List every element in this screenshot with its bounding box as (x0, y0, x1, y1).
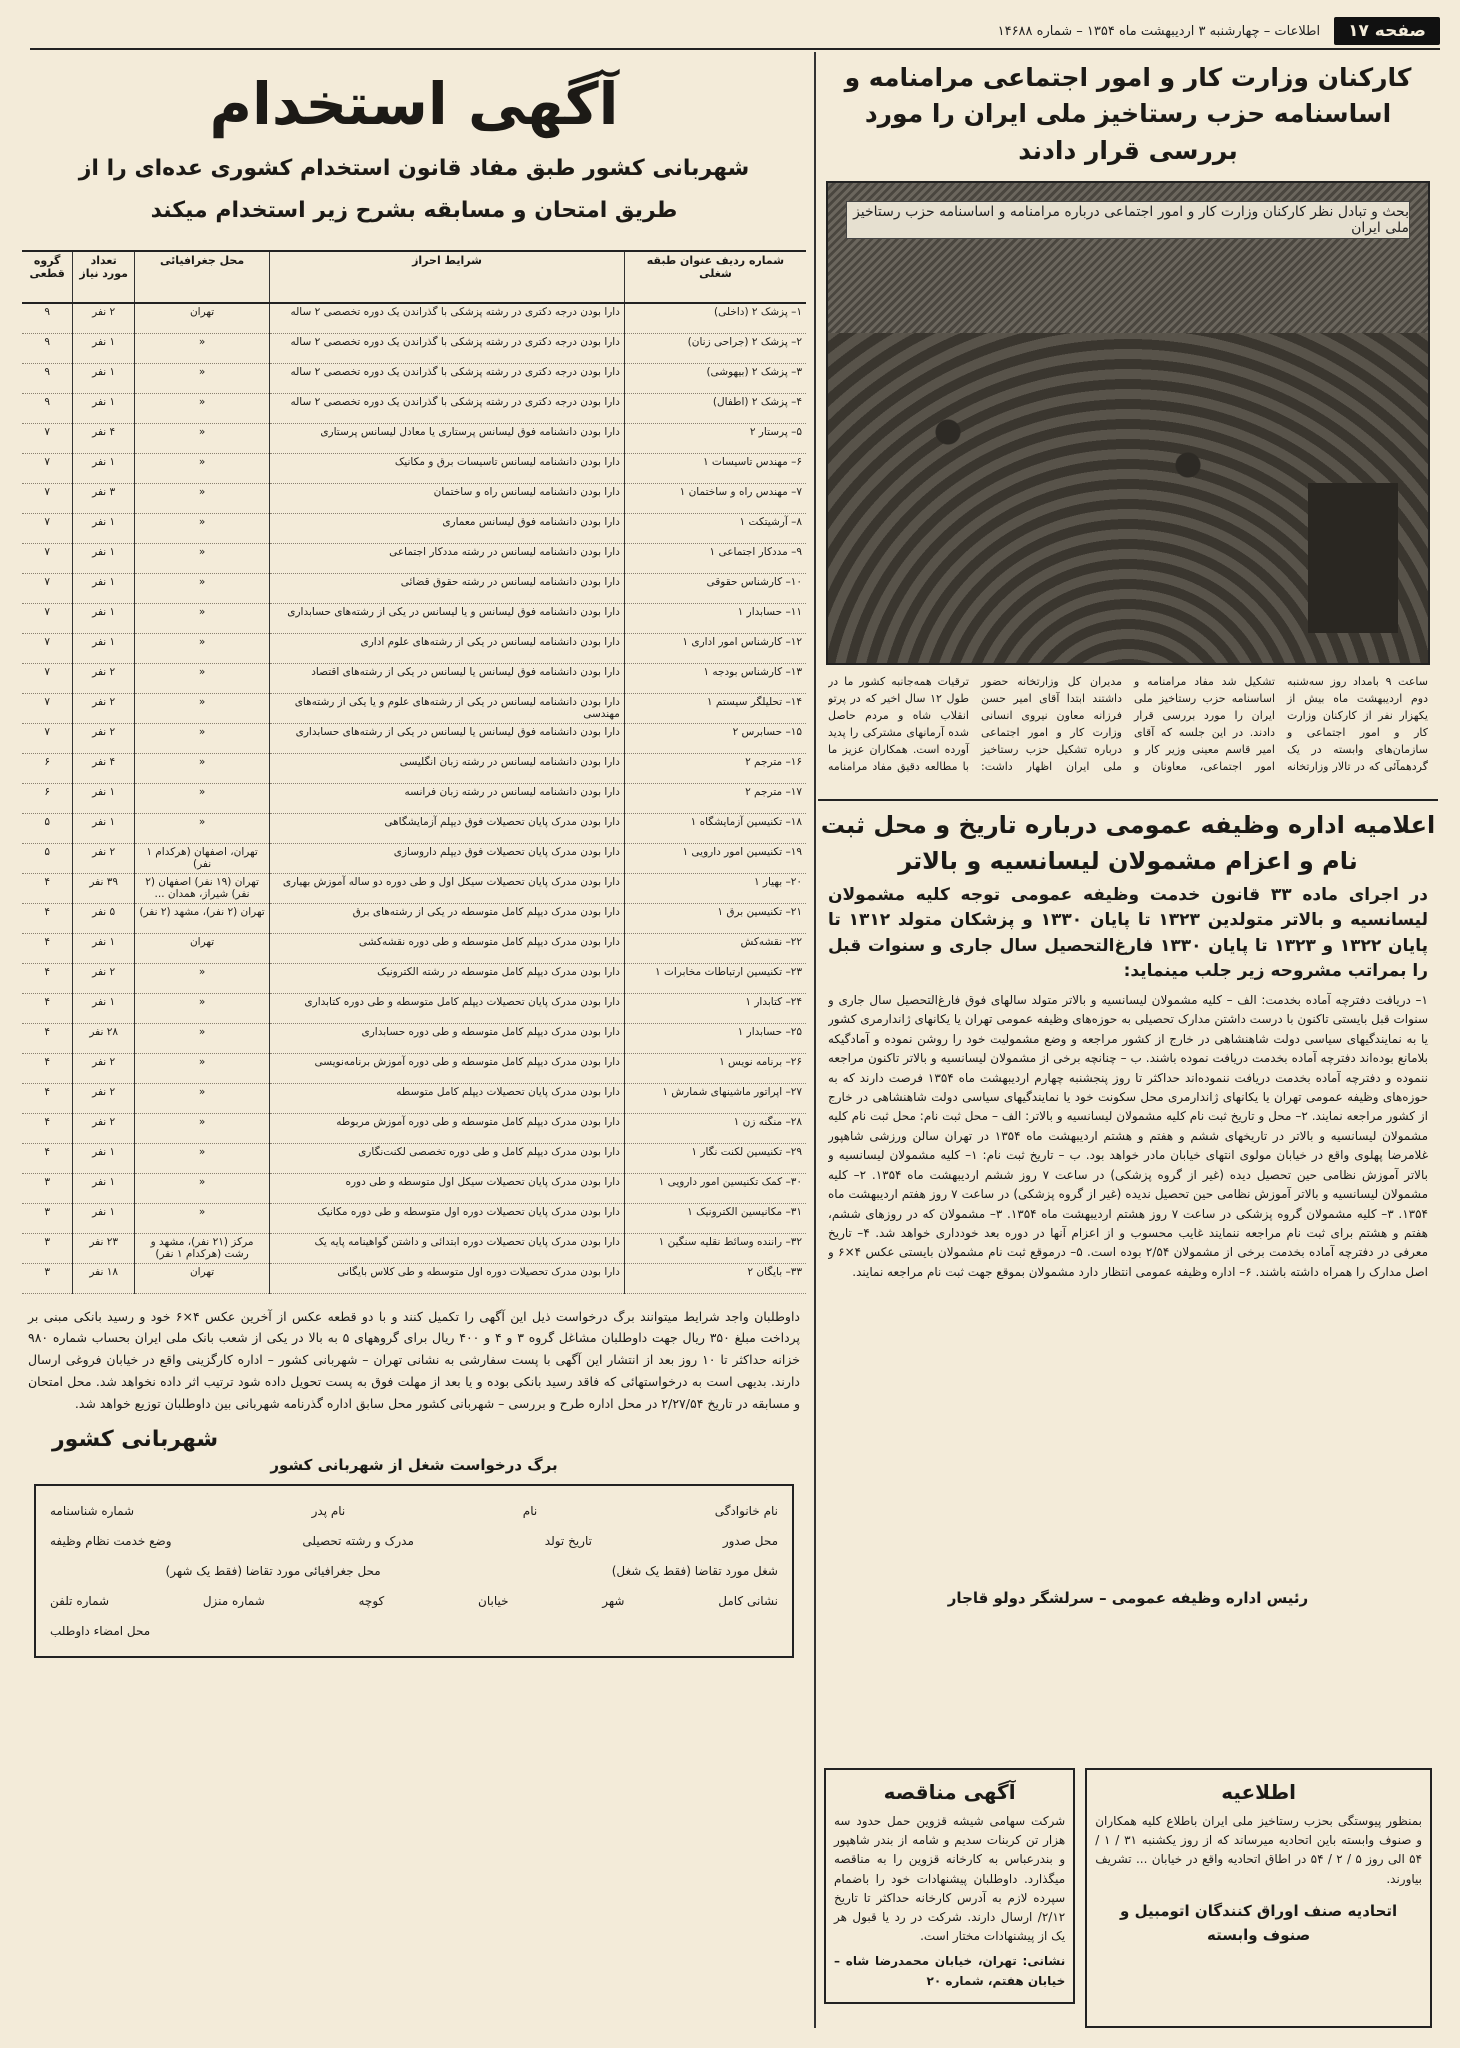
job-title: ۲۱– تکنیسین برق ۱ (624, 903, 806, 933)
form-field-label: وضع خدمت نظام وظیفه (50, 1533, 172, 1548)
table-row (22, 393, 806, 423)
col-header-count: تعداد مورد نیاز (73, 251, 135, 303)
job-title: ۷– مهندس راه و ساختمان ۱ (624, 483, 806, 513)
table-row (22, 573, 806, 603)
table-row (22, 303, 806, 334)
table-row (22, 1083, 806, 1113)
job-count: ۲ نفر (73, 663, 135, 693)
tender-address: نشانی: تهران، خیابان محمدرضا شاه – خیابان هفتم، شماره ۲۰ (834, 1954, 1066, 1988)
job-conditions: دارا بودن مدرک پایان تحصیلات دیپلم کامل متوسطه و طی دوره کتابداری (270, 993, 625, 1023)
job-title: ۱۳– کارشناس بودجه ۱ (624, 663, 806, 693)
table-row (22, 363, 806, 393)
job-location: « (135, 1023, 270, 1053)
table-row (22, 1263, 806, 1293)
form-field-label: نام (522, 1503, 538, 1518)
table-row (22, 543, 806, 573)
job-grade: ۷ (22, 453, 73, 483)
job-title: ۲۶– برنامه نویس ۱ (624, 1053, 806, 1083)
job-conditions: دارا بودن دانشنامه فوق لیسانس پرستاری یا معادل لیسانس پرستاری (270, 423, 625, 453)
tender-title: آگهی مناقصه (883, 1780, 1016, 1804)
job-location: تهران (۲ نفر)، مشهد (۲ نفر) (135, 903, 270, 933)
table-row (22, 513, 806, 543)
job-count: ۲ نفر (73, 1113, 135, 1143)
job-count: ۲۳ نفر (73, 1233, 135, 1263)
job-count: ۱ نفر (73, 573, 135, 603)
announcement-body: بمنظور پیوستگی بحزب رستاخیز ملی ایران باطلاع کلیه همکاران و صنوف وابسته باین اتحادیه میرساند که از روز یکشنبه ۳۱ / ۱ / ۵۴ الی روز ۵ / ۲ / ۵۴ در اطاق اتحادیه واقع در خیابان ... تشریف بیاورند. (1095, 1814, 1423, 1886)
job-count: ۴ نفر (73, 423, 135, 453)
col-header-grade: گروه قطعی (22, 251, 73, 303)
job-grade: ۳ (22, 1263, 73, 1293)
tender-body: شرکت سهامی شیشه قزوین حمل حدود سه هزار تن کربنات سدیم و شامه از بندر شاهپور و بندرعباس به کارخانه قزوین را به مناقصه میگذارد. داوطلبان پیشنهادات خود را باضمام سپرده لازم به آدرس کارخانه حداکثر تا تاریخ ۲/۱۲/ ارسال دارند. شرکت در رد یا قبول هر یک از پیشنهادات مختار است. (834, 1814, 1066, 1944)
job-location: « (135, 513, 270, 543)
job-conditions: دارا بودن مدرک دیپلم کامل و طی دوره تخصصی لکنت‌نگاری (270, 1143, 625, 1173)
job-conditions: دارا بودن دانشنامه لیسانس در رشته زبان انگلیسی (270, 753, 625, 783)
job-location: « (135, 693, 270, 723)
job-grade: ۷ (22, 603, 73, 633)
table-row (22, 873, 806, 903)
ad-subtitle: شهربانی کشور طبق مفاد قانون استخدام کشوری عده‌ای را از طریق امتحان و مسابقه بشرح زیر استخدام میکند (78, 156, 750, 223)
job-location: « (135, 753, 270, 783)
table-row (22, 1173, 806, 1203)
job-grade: ۴ (22, 873, 73, 903)
table-row (22, 843, 806, 873)
job-conditions: دارا بودن مدرک پایان تحصیلات سیکل اول و طی دوره دو ساله آموزش بهیاری (270, 873, 625, 903)
job-count: ۲ نفر (73, 1053, 135, 1083)
form-field-label: شغل مورد تقاضا (فقط یک شغل) (611, 1563, 778, 1578)
tender-box (824, 1768, 1075, 2004)
job-location: تهران، اصفهان (هرکدام ۱ نفر) (135, 843, 270, 873)
table-row (22, 633, 806, 663)
job-title: ۲۳– تکنیسین ارتباطات مخابرات ۱ (624, 963, 806, 993)
announcement-box (1085, 1768, 1432, 2028)
job-grade: ۴ (22, 1053, 73, 1083)
job-conditions: دارا بودن مدرک پایان تحصیلات دیپلم کامل متوسطه (270, 1083, 625, 1113)
job-conditions: دارا بودن مدرک دیپلم کامل متوسطه و طی دوره حسابداری (270, 1023, 625, 1053)
job-count: ۳ نفر (73, 483, 135, 513)
page-number-badge: صفحه ۱۷ (1334, 17, 1440, 45)
job-location: مرکز (۲۱ نفر)، مشهد و رشت (هرکدام ۱ نفر) (135, 1233, 270, 1263)
col-header-location: محل جغرافیائی (135, 251, 270, 303)
job-location: « (135, 483, 270, 513)
job-location: « (135, 1203, 270, 1233)
job-location: « (135, 603, 270, 633)
table-row (22, 663, 806, 693)
table-row (22, 1233, 806, 1263)
job-conditions: دارا بودن درجه دکتری در رشته پزشکی با گذراندن یک دوره تخصصی ۲ ساله (270, 303, 625, 334)
job-location: « (135, 1083, 270, 1113)
table-row (22, 813, 806, 843)
job-grade: ۴ (22, 1023, 73, 1053)
job-count: ۲ نفر (73, 693, 135, 723)
job-title: ۲۲– نقشه‌کش (624, 933, 806, 963)
job-count: ۱ نفر (73, 1203, 135, 1233)
job-count: ۲ نفر (73, 1083, 135, 1113)
job-grade: ۴ (22, 993, 73, 1023)
job-grade: ۴ (22, 1113, 73, 1143)
table-row (22, 1113, 806, 1143)
job-conditions: دارا بودن دانشنامه فوق لیسانس یا لیسانس در یکی از رشته‌های حسابداری (270, 723, 625, 753)
job-grade: ۷ (22, 543, 73, 573)
form-row (50, 1586, 778, 1616)
job-title: ۲– پزشک ۲ (جراحی زنان) (624, 333, 806, 363)
job-grade: ۷ (22, 723, 73, 753)
job-grade: ۴ (22, 1083, 73, 1113)
article-caption: ساعت ۹ بامداد روز سه‌شنبه دوم اردیبهشت ماه بیش از یکهزار نفر از کارکنان وزارت کار و امور اجتماعی و سازمان‌های وابسته در یک گردهمآئی که در تالار وزارتخانه تشکیل شد مفاد مرامنامه و اساسنامه حزب رستاخیز ملی ایران را مورد بررسی قرار دادند. در این جلسه که آقای امیر قاسم معینی وزیر کار و امور اجتماعی، معاونان و مدیران کل وزارتخانه حضور داشتند ابتدا آقای امیر حسن فرزانه معاون نیروی انسانی وزارت کار و امور اجتماعی درباره تشکیل حزب رستاخیز ملی ایران اظهار داشت: ترقیات همه‌جانبه کشور ما در طول ۱۲ سال اخیر که در پرتو انقلاب شاه و مردم حاصل شده آرمانهای مشترکی را پدید آورده است. همکاران عزیز ما با مطالعه دقیق مفاد مرامنامه (828, 674, 1428, 773)
job-grade: ۷ (22, 423, 73, 453)
job-title: ۱۲– کارشناس امور اداری ۱ (624, 633, 806, 663)
job-grade: ۷ (22, 573, 73, 603)
article-headline: کارکنان وزارت کار و امور اجتماعی مرامنامه و اساسنامه حزب رستاخیز ملی ایران را مورد بررسی قرار دادند (844, 63, 1412, 165)
job-conditions: دارا بودن دانشنامه فوق لیسانس یا لیسانس در یکی از رشته‌های اقتصاد (270, 663, 625, 693)
application-form (34, 1484, 794, 1658)
job-count: ۲ نفر (73, 303, 135, 334)
jobs-table (22, 250, 806, 1294)
job-title: ۱۱– حسابدار ۱ (624, 603, 806, 633)
job-conditions: دارا بودن درجه دکتری در رشته پزشکی با گذراندن یک دوره تخصصی ۲ ساله (270, 333, 625, 363)
job-grade: ۷ (22, 483, 73, 513)
job-count: ۱ نفر (73, 543, 135, 573)
job-title: ۴– پزشک ۲ (اطفال) (624, 393, 806, 423)
page-header (30, 14, 1440, 50)
column-divider (814, 52, 816, 2028)
job-grade: ۹ (22, 333, 73, 363)
job-count: ۱ نفر (73, 603, 135, 633)
job-count: ۱ نفر (73, 513, 135, 543)
job-conditions: دارا بودن مدرک تحصیلات دوره اول متوسطه و طی کلاس بایگانی (270, 1263, 625, 1293)
job-location: « (135, 1113, 270, 1143)
job-count: ۴ نفر (73, 753, 135, 783)
job-title: ۳۳– بایگان ۲ (624, 1263, 806, 1293)
form-field-label: شهر (602, 1593, 625, 1608)
form-field-label: محل امضاء داوطلب (50, 1623, 151, 1638)
job-count: ۱ نفر (73, 633, 135, 663)
job-location: « (135, 333, 270, 363)
table-row (22, 723, 806, 753)
job-count: ۲ نفر (73, 723, 135, 753)
job-grade: ۴ (22, 963, 73, 993)
ad-instructions: داوطلبان واجد شرایط میتوانند برگ درخواست ذیل این آگهی را تکمیل کنند و با دو قطعه عکس از آخرین عکس ۴×۶ خود و رسید بانکی مبنی بر پرداخت مبلغ ۳۵۰ ریال جهت داوطلبان مشاغل گروه ۳ و ۴ و ۴۰۰ ریال برای گروههای ۵ به بالا در یکی از شعب بانک ملی ایران بحساب شماره ۹۸۰ خزانه حداکثر تا ۱۰ روز بعد از انتشار این آگهی با پست سفارشی به نشانی تهران – شهربانی کشور – اداره کارگزینی واقع در خیابان فروغی ارسال دارند. بدیهی است به درخواستهائی که فاقد رسید بانکی بوده و یا بعد از مهلت فوق به پست تحویل داده شود ترتیب اثر داده نخواهد شد. محل امتحان و مسابقه در تاریخ ۲/۲۷/۵۴ در محل اداره طرح و بررسی – شهربانی کشور محل سابق اداره گذرنامه شهربانی بین داوطلبان توزیع خواهد شد. (28, 1308, 801, 1412)
job-title: ۲۴– کتابدار ۱ (624, 993, 806, 1023)
form-row (50, 1616, 778, 1646)
col-header-title: شماره ردیف عنوان طبقه شغلی (624, 251, 806, 303)
job-title: ۲۹– تکنیسین لکنت نگار ۱ (624, 1143, 806, 1173)
job-grade: ۴ (22, 933, 73, 963)
jobs-header-row (22, 251, 806, 303)
table-row (22, 1203, 806, 1233)
job-location: « (135, 1173, 270, 1203)
form-field-label: کوچه (358, 1593, 385, 1608)
job-conditions: دارا بودن مدرک پایان تحصیلات دوره ابتدائی و داشتن گواهینامه پایه یک (270, 1233, 625, 1263)
job-title: ۲۸– منگنه زن ۱ (624, 1113, 806, 1143)
job-grade: ۳ (22, 1233, 73, 1263)
job-location: « (135, 423, 270, 453)
left-column (22, 52, 806, 2028)
agency-name: شهربانی کشور (52, 1426, 219, 1452)
announcement-title: اطلاعیه (1221, 1780, 1297, 1804)
job-title: ۱۵– حسابرس ۲ (624, 723, 806, 753)
job-grade: ۵ (22, 813, 73, 843)
job-title: ۲۵– حسابدار ۱ (624, 1023, 806, 1053)
job-grade: ۹ (22, 363, 73, 393)
job-title: ۶– مهندس تاسیسات ۱ (624, 453, 806, 483)
job-conditions: دارا بودن مدرک دیپلم کامل متوسطه و طی دوره نقشه‌کشی (270, 933, 625, 963)
job-conditions: دارا بودن مدرک دیپلم کامل متوسطه در یکی از رشته‌های برق (270, 903, 625, 933)
issue-info: اطلاعات – چهارشنبه ۳ اردیبهشت ماه ۱۳۵۴ – شماره ۱۴۶۸۸ (997, 23, 1321, 39)
job-count: ۱ نفر (73, 783, 135, 813)
job-grade: ۳ (22, 1203, 73, 1233)
form-row (50, 1496, 778, 1526)
job-count: ۱ نفر (73, 1143, 135, 1173)
table-row (22, 783, 806, 813)
article-photo (826, 181, 1430, 665)
job-count: ۱ نفر (73, 933, 135, 963)
job-grade: ۶ (22, 783, 73, 813)
table-row (22, 693, 806, 723)
job-count: ۱ نفر (73, 993, 135, 1023)
divider (818, 799, 1438, 801)
job-count: ۱ نفر (73, 393, 135, 423)
job-conditions: دارا بودن دانشنامه لیسانس تاسیسات برق و مکانیک (270, 453, 625, 483)
form-field-label: نام خانوادگی (714, 1503, 778, 1518)
job-location: تهران (۱۹ نفر) اصفهان (۲ نفر) شیراز، همدان ... (135, 873, 270, 903)
table-row (22, 1053, 806, 1083)
job-location: « (135, 453, 270, 483)
job-location: تهران (135, 303, 270, 334)
job-location: « (135, 813, 270, 843)
job-grade: ۹ (22, 393, 73, 423)
job-grade: ۷ (22, 633, 73, 663)
job-location: « (135, 1053, 270, 1083)
form-row (50, 1526, 778, 1556)
form-title: برگ درخواست شغل از شهربانی کشور (270, 1455, 558, 1474)
job-location: تهران (135, 933, 270, 963)
job-title: ۳– پزشک ۲ (بیهوشی) (624, 363, 806, 393)
form-field-label: خیابان (478, 1593, 509, 1608)
job-title: ۱– پزشک ۲ (داخلی) (624, 303, 806, 334)
job-count: ۱ نفر (73, 453, 135, 483)
job-location: تهران (135, 1263, 270, 1293)
job-location: « (135, 963, 270, 993)
form-field-label: مدرک و رشته تحصیلی (302, 1533, 414, 1548)
job-location: « (135, 633, 270, 663)
job-title: ۹– مددکار اجتماعی ۱ (624, 543, 806, 573)
job-grade: ۶ (22, 753, 73, 783)
job-grade: ۴ (22, 1143, 73, 1173)
photo-banner: بحث و تبادل نظر کارکنان وزارت کار و امور اجتماعی درباره مرامنامه و اساسنامه حزب رستاخیز ملی ایران (846, 201, 1410, 239)
job-count: ۳۹ نفر (73, 873, 135, 903)
job-grade: ۹ (22, 303, 73, 334)
job-location: « (135, 783, 270, 813)
job-count: ۱ نفر (73, 333, 135, 363)
job-title: ۱۸– تکنیسین آزمایشگاه ۱ (624, 813, 806, 843)
job-conditions: دارا بودن دانشنامه لیسانس در یکی از رشته‌های علوم اداری (270, 633, 625, 663)
job-conditions: دارا بودن دانشنامه لیسانس در یکی از رشته‌های علوم و یا یکی از رشته‌های مهندسی (270, 693, 625, 723)
col-header-conditions: شرایط احراز (270, 251, 625, 303)
job-title: ۱۹– تکنیسین امور دارویی ۱ (624, 843, 806, 873)
job-grade: ۷ (22, 513, 73, 543)
job-location: « (135, 393, 270, 423)
announcement-signature: اتحادیه صنف اوراق کنندگان اتومبیل و صنوف وابسته (1120, 1901, 1398, 1944)
table-row (22, 453, 806, 483)
table-row (22, 483, 806, 513)
job-conditions: دارا بودن درجه دکتری در رشته پزشکی با گذراندن یک دوره تخصصی ۲ ساله (270, 363, 625, 393)
job-title: ۲۷– اپراتور ماشینهای شمارش ۱ (624, 1083, 806, 1113)
job-conditions: دارا بودن مدرک پایان تحصیلات فوق دیپلم آزمایشگاهی (270, 813, 625, 843)
job-location: « (135, 723, 270, 753)
table-row (22, 753, 806, 783)
job-location: « (135, 993, 270, 1023)
job-count: ۱۸ نفر (73, 1263, 135, 1293)
job-conditions: دارا بودن دانشنامه لیسانس در رشته زبان فرانسه (270, 783, 625, 813)
job-conditions: دارا بودن مدرک پایان تحصیلات سیکل اول متوسطه و طی دوره (270, 1173, 625, 1203)
job-location: « (135, 363, 270, 393)
job-title: ۱۷– مترجم ۲ (624, 783, 806, 813)
job-conditions: دارا بودن مدرک پایان تحصیلات دوره اول متوسطه و طی دوره مکانیک (270, 1203, 625, 1233)
job-count: ۱ نفر (73, 1173, 135, 1203)
job-title: ۵– پرستار ۲ (624, 423, 806, 453)
job-conditions: دارا بودن مدرک دیپلم کامل متوسطه در رشته الکترونیک (270, 963, 625, 993)
job-title: ۱۰– کارشناس حقوقی (624, 573, 806, 603)
form-field-label: نام پدر (311, 1503, 346, 1518)
job-count: ۱ نفر (73, 813, 135, 843)
table-row (22, 333, 806, 363)
table-row (22, 933, 806, 963)
form-field-label: محل صدور (722, 1533, 778, 1548)
job-title: ۱۴– تحلیلگر سیستم ۱ (624, 693, 806, 723)
job-title: ۱۶– مترجم ۲ (624, 753, 806, 783)
job-conditions: دارا بودن دانشنامه لیسانس در رشته مددکار اجتماعی (270, 543, 625, 573)
notice-signer: رئیس اداره وظیفه عمومی – سرلشگر دولو قاجار (947, 1588, 1309, 1607)
speaker-podium (1308, 483, 1398, 633)
job-title: ۸– آرشیتکت ۱ (624, 513, 806, 543)
form-field-label: شماره منزل (202, 1593, 265, 1608)
job-conditions: دارا بودن دانشنامه لیسانس راه و ساختمان (270, 483, 625, 513)
bottom-boxes (818, 1768, 1438, 2028)
ad-title: آگهی استخدام (209, 70, 619, 138)
table-row (22, 993, 806, 1023)
job-location: « (135, 543, 270, 573)
notice-body: ۱– دریافت دفترچه آماده بخدمت: الف – کلیه مشمولان لیسانسیه و بالاتر متولد سالهای فوق فارغ‌التحصیل سال جاری و سنوات قبل بایستی تاکنون با درست داشتن مدارک تحصیلی به حوزه‌های وظیفه عمومی تهران یا یکانهای ژاندارمری کشور یا به نمایندگیهای سیاسی دولت شاهنشاهی در خارج از کشور مراجعه و وضع مشمولیت خود را روشن نموده و آمادگیکه بلامانع بوده‌اند دفترچه آماده بخدمت دریافت نموده باشند. ب – چنانچه برخی از مشمولان لیسانسیه و بالاتر تاکنون مراجعه ننموده و دفترچه آماده بخدمت دریافت ننموده‌اند حداکثر تا روز پنجشنبه چهارم اردیبهشت ماه ۱۳۵۴ فرصت دارند که به حوزه‌های وظیفه عمومی تهران یا یکانهای ژاندارمری محل سکونت خود یا نمایندگیهای سیاسی دولت شاهنشاهی در خارج از کشور مراجعه نمایند. ۲– محل و تاریخ ثبت نام کلیه مشمولان لیسانسیه و بالاتر: الف – محل ثبت نام: محل ثبت نام کلیه مشمولان لیسانسیه و بالاتر در تاریخهای ششم و هفتم و هشتم اردیبهشت ماه ۱۳۵۴ در تهران سالن ورزشی شاهپور غلامرضا پهلوی واقع در خیابان مولوی انتهای خیابان مادر خواهد بود. ب – تاریخ ثبت نام: ۱– کلیه مشمولان لیسانسیه و بالاتر آموزش نظامی حین تحصیل دیده (غیر از گروه پزشکی) در ساعت ۷ روز ششم اردیبهشت ماه ۱۳۵۴. ۲– کلیه مشمولان لیسانسیه و بالاتر آموزش نظامی حین تحصیل ندیده (غیر از گروه پزشکی) در ساعت ۷ روز هفتم اردیبهشت ماه ۱۳۵۴. ۳– کلیه مشمولان گروه پزشکی در ساعت ۷ روز هشتم اردیبهشت ماه ۱۳۵۴. ۳– مشمولان که در روزهای ششم، هفتم و هشتم برای ثبت نام مراجعه ننمایند غایب محسوب و از اعزام آنها در دوره بعد خودداری خواهد شد. ۴– تاریخ معرفی در دفترچه آماده بخدمت برخی از مشمولان ۲/۵۴ بوده است. ۵– درموقع ثبت نام مشمولان بایستی عکس ۴×۶ و اصل مدارک را همراه داشته باشند. ۶– اداره وظیفه عمومی انتظار دارد مشمولان بموقع جهت ثبت نام مراجعه نمایند. (828, 992, 1428, 1279)
form-field-label: شماره تلفن (50, 1593, 110, 1608)
form-row (50, 1556, 778, 1586)
form-field-label: نشانی کامل (718, 1593, 778, 1608)
job-title: ۳۱– مکانیسین الکترونیک ۱ (624, 1203, 806, 1233)
job-count: ۵ نفر (73, 903, 135, 933)
job-title: ۲۰– بهیار ۱ (624, 873, 806, 903)
job-conditions: دارا بودن دانشنامه فوق لیسانس و یا لیسانس در یکی از رشته‌های حسابداری (270, 603, 625, 633)
form-field-label: شماره شناسنامه (50, 1503, 135, 1518)
job-location: « (135, 1143, 270, 1173)
jobs-table-body (22, 303, 806, 1294)
notice-headline: اعلامیه اداره وظیفه عمومی درباره تاریخ و محل ثبت نام و اعزام مشمولان لیسانسیه و بالاتر (820, 810, 1436, 875)
job-conditions: دارا بودن درجه دکتری در رشته پزشکی با گذراندن یک دوره تخصصی ۲ ساله (270, 393, 625, 423)
form-field-label: تاریخ تولد (544, 1533, 592, 1548)
job-count: ۱ نفر (73, 363, 135, 393)
table-row (22, 423, 806, 453)
job-title: ۳۰– کمک تکنیسین امور دارویی ۱ (624, 1173, 806, 1203)
job-title: ۳۲– راننده وسائط نقلیه سنگین ۱ (624, 1233, 806, 1263)
job-conditions: دارا بودن دانشنامه فوق لیسانس معماری (270, 513, 625, 543)
form-field-label: محل جغرافیائی مورد تقاضا (فقط یک شهر) (165, 1563, 381, 1578)
notice-lead: در اجرای ماده ۳۳ قانون خدمت وظیفه عمومی توجه کلیه مشمولان لیسانسیه و بالاتر متولدین ۱۳۲۳ تا پایان ۱۳۳۰ و پزشکان متولد ۱۳۱۲ تا پایان ۱۳۲۲ و ۱۳۲۳ تا پایان ۱۳۳۰ فارغ‌التحصیل سال جاری و سنوات قبل را بمراتب مشروحه زیر جلب مینماید: (828, 884, 1429, 982)
job-location: « (135, 663, 270, 693)
job-grade: ۷ (22, 693, 73, 723)
right-column (818, 52, 1438, 2028)
job-count: ۲ نفر (73, 963, 135, 993)
job-grade: ۳ (22, 1173, 73, 1203)
table-row (22, 1143, 806, 1173)
job-location: « (135, 573, 270, 603)
job-conditions: دارا بودن مدرک دیپلم کامل متوسطه و طی دوره آموزش برنامه‌نویسی (270, 1053, 625, 1083)
table-row (22, 603, 806, 633)
job-conditions: دارا بودن مدرک پایان تحصیلات فوق دیپلم داروسازی (270, 843, 625, 873)
table-row (22, 963, 806, 993)
job-conditions: دارا بودن مدرک دیپلم کامل متوسطه و طی دوره آموزش مربوطه (270, 1113, 625, 1143)
job-count: ۲۸ نفر (73, 1023, 135, 1053)
job-grade: ۵ (22, 843, 73, 873)
job-grade: ۴ (22, 903, 73, 933)
job-count: ۲ نفر (73, 843, 135, 873)
table-row (22, 903, 806, 933)
table-row (22, 1023, 806, 1053)
job-grade: ۷ (22, 663, 73, 693)
job-conditions: دارا بودن دانشنامه لیسانس در رشته حقوق قضائی (270, 573, 625, 603)
